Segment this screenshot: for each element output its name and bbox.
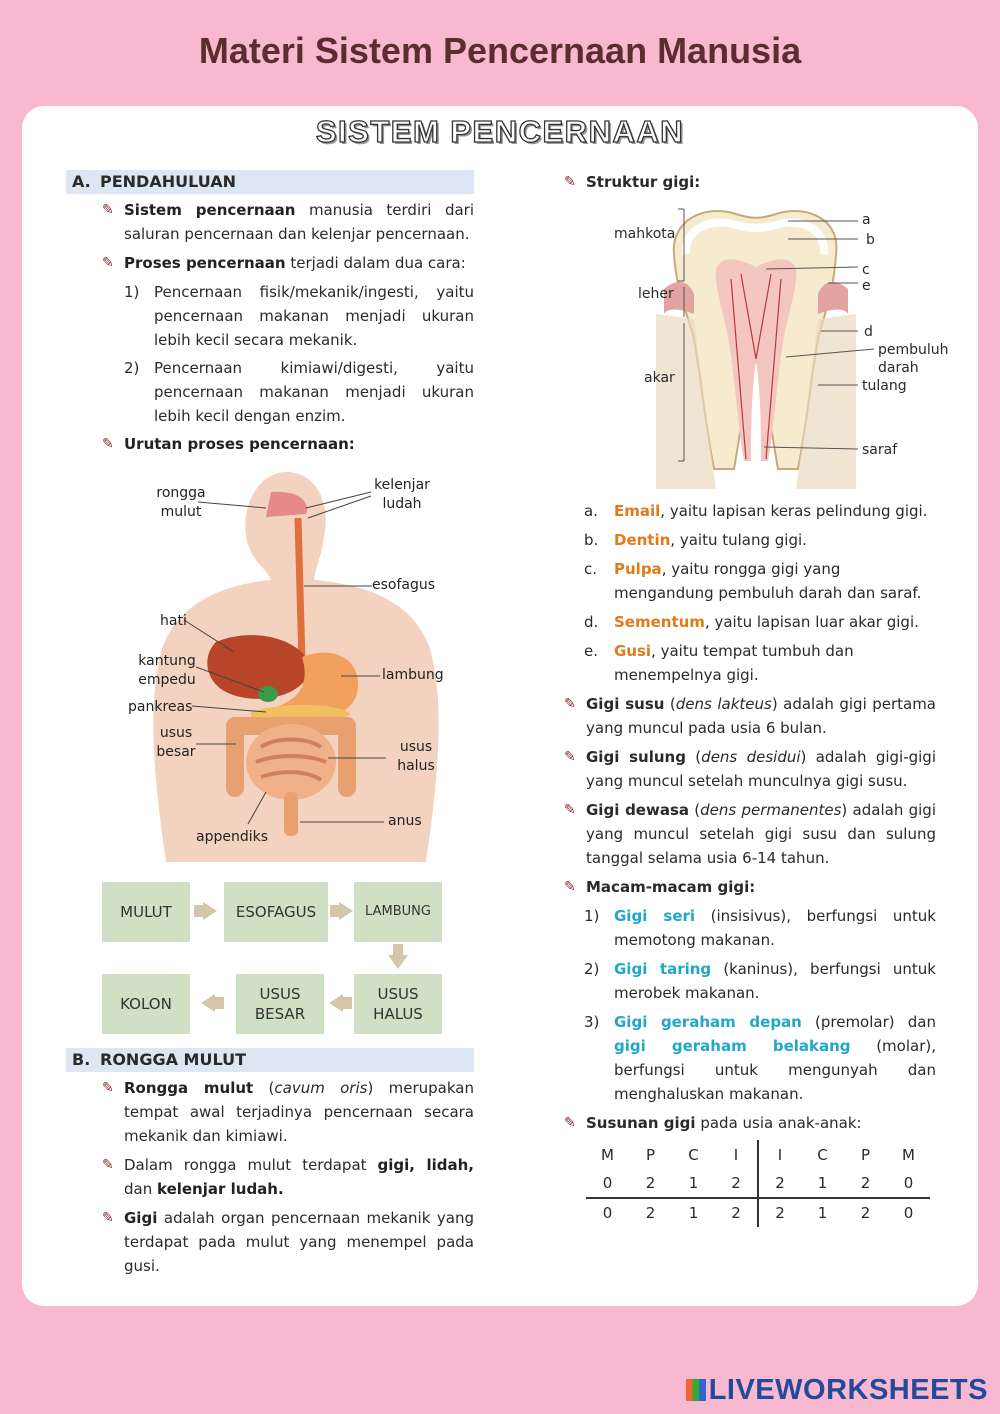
liveworksheets-watermark: LIVEWORKSHEETS [686, 1374, 988, 1407]
table-row [586, 1140, 930, 1169]
arrow-left-icon [329, 994, 343, 1012]
table-cell: 1 [672, 1169, 715, 1198]
label-mahkota: mahkota [614, 226, 676, 242]
flow-mulut: MULUT [102, 882, 190, 942]
table-cell: 2 [715, 1169, 758, 1198]
table-cell: 2 [715, 1198, 758, 1227]
table-cell: 1 [817, 1204, 828, 1222]
left-column [66, 170, 474, 1283]
macam-item-3: 3) Gigi geraham depan (premolar) dan gigi geraham belakang (molar), berfungsi untuk mengunyah dan menghaluskan makanan. [584, 1013, 936, 1103]
table-cell: 2 [629, 1169, 672, 1198]
label-a: a [862, 212, 871, 228]
label-usus-halus: usus halus [397, 739, 435, 774]
mouth-bullet-3: ✎ Gigi adalah organ pencernaan mekanik yang terdapat pada mulut yang menempel pada gusi. [66, 1206, 474, 1278]
teeth-formula-table [586, 1140, 930, 1227]
right-column [556, 170, 949, 1227]
table-cell: 0 [887, 1169, 930, 1198]
gigi-susu-bullet: ✎ Gigi susu (dens lakteus) adalah gigi pertama yang muncul pada usia 6 bulan. [556, 692, 936, 740]
table-cell: 0 [903, 1204, 914, 1222]
label-e: e [862, 278, 871, 294]
arrow-down-icon [388, 955, 408, 969]
table-cell: M [601, 1145, 614, 1164]
gigi-sulung-bullet: ✎ Gigi sulung (dens desidui) adalah gigi-gigi yang muncul setelah munculnya gigi susu. [556, 745, 936, 793]
table-cell: P [860, 1145, 871, 1164]
tooth-part-dentin: b. Dentin, yaitu tulang gigi. [584, 531, 807, 549]
table-cell: C [688, 1145, 699, 1164]
digestion-flowchart [66, 878, 474, 1040]
page-title: Materi Sistem Pencernaan Manusia [198, 30, 802, 71]
flow-usus-halus: USUS HALUS [354, 974, 442, 1034]
table-cell: I [715, 1140, 758, 1169]
tooth-structure-heading: ✎ Struktur gigi: [556, 170, 936, 194]
label-akar: akar [644, 370, 675, 386]
table-cell: 2 [860, 1204, 871, 1222]
table-cell: 1 [801, 1169, 844, 1198]
intro-bullet-1: ✎ Sistem pencernaan manusia terdiri dari saluran pencernaan dan kelenjar pencernaan. [66, 198, 474, 246]
susunan-gigi-heading: ✎ Susunan gigi pada usia anak-anak: [556, 1111, 936, 1135]
label-leher: leher [638, 286, 674, 302]
table-cell: 2 [775, 1204, 785, 1222]
label-c: c [862, 262, 870, 278]
section-b-heading: B. RONGGA MULUT [66, 1048, 474, 1072]
digestive-system-diagram [66, 462, 474, 872]
gigi-dewasa-bullet: ✎ Gigi dewasa (dens permanentes) adalah gigi yang muncul setelah gigi susu dan sulung tanggal selama usia 6-14 tahun. [556, 798, 936, 870]
label-esofagus: esofagus [372, 577, 436, 593]
table-cell: P [645, 1145, 656, 1164]
flow-esofagus: ESOFAGUS [224, 882, 328, 942]
label-pembuluh-darah: pembuluh darah [878, 342, 949, 376]
arrow-right-icon [203, 902, 217, 920]
label-pankreas: pankreas [128, 699, 193, 715]
liveworksheets-logo-icon [686, 1379, 706, 1401]
table-cell: 0 [586, 1169, 629, 1198]
mouth-bullet-2: ✎ Dalam rongga mulut terdapat gigi, lidah, dan kelenjar ludah. [66, 1153, 474, 1201]
table-cell: 0 [602, 1204, 613, 1222]
macam-gigi-heading: ✎ Macam-macam gigi: [556, 875, 936, 899]
arrow-left-icon [201, 994, 215, 1012]
mouth-bullet-1: ✎ Rongga mulut (cavum oris) merupakan tempat awal terjadinya pencernaan secara mekanik dan kimiawi. [66, 1076, 474, 1148]
tooth-part-pulpa: c. Pulpa, yaitu rongga gigi yang mengandung pembuluh darah dan saraf. [584, 560, 922, 602]
flow-lambung: LAMBUNG [354, 882, 442, 942]
label-usus-besar: usus besar [156, 725, 196, 760]
macam-item-1: 1) Gigi seri (insisivus), berfungsi untuk memotong makanan. [584, 907, 936, 949]
label-saraf: saraf [862, 442, 898, 458]
table-row [586, 1169, 930, 1198]
macam-item-2: 2) Gigi taring (kaninus), berfungsi untuk merobek makanan. [584, 960, 936, 1002]
table-cell: 2 [645, 1204, 656, 1222]
label-d: d [864, 324, 873, 340]
main-heading: SISTEM PENCERNAAN [315, 114, 685, 149]
intro-bullet-2: ✎ Proses pencernaan terjadi dalam dua cara: [66, 251, 474, 275]
label-anus: anus [388, 813, 422, 829]
section-a-heading: A. PENDAHULUAN [66, 170, 474, 194]
worksheet-card [22, 106, 978, 1306]
tooth-part-email: a. Email, yaitu lapisan keras pelindung gigi. [584, 502, 928, 520]
table-cell: 2 [844, 1169, 887, 1198]
label-kantung-empedu: kantung empedu [138, 653, 196, 688]
tooth-structure-diagram [556, 199, 949, 491]
label-b: b [866, 232, 875, 248]
table-cell: C [817, 1145, 828, 1164]
table-cell: M [902, 1145, 915, 1164]
table-cell: 1 [688, 1204, 699, 1222]
process-item-1: 1) Pencernaan fisik/mekanik/ingesti, yaitu pencernaan makanan menjadi ukuran lebih kecil secara mekanik. [124, 283, 474, 349]
label-lambung: lambung [382, 667, 444, 683]
table-row [586, 1198, 930, 1227]
tooth-part-gusi: e. Gusi, yaitu tempat tumbuh dan menempelnya gigi. [584, 642, 854, 684]
label-rongga-mulut: rongga mulut [156, 485, 206, 520]
table-cell: 2 [758, 1169, 801, 1198]
table-cell: I [777, 1145, 783, 1164]
label-appendiks: appendiks [196, 829, 269, 845]
label-kelenjar-ludah: kelenjar ludah [374, 477, 430, 512]
intro-bullet-3: ✎ Urutan proses pencernaan: [66, 432, 474, 456]
tooth-part-sementum: d. Sementum, yaitu lapisan luar akar gigi. [584, 613, 919, 631]
process-item-2: 2) Pencernaan kimiawi/digesti, yaitu pencernaan makanan menjadi ukuran lebih kecil dengan enzim. [124, 359, 474, 425]
arrow-right-icon [339, 902, 353, 920]
flow-usus-besar: USUS BESAR [236, 974, 324, 1034]
label-hati: hati [160, 613, 187, 629]
label-tulang: tulang [862, 378, 907, 394]
flow-kolon: KOLON [102, 974, 190, 1034]
